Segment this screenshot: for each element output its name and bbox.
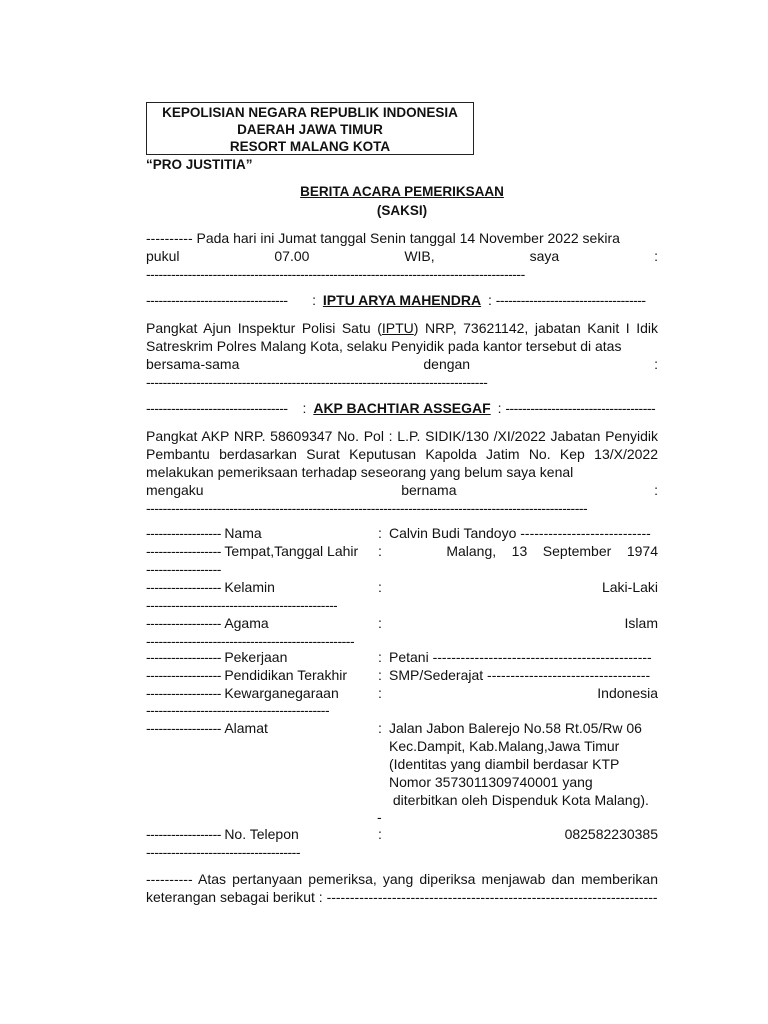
dash-fill-left: ---------------------------------- (146, 400, 288, 416)
address-line: Kec.Dampit, Kab.Malang,Jawa Timur (389, 738, 620, 754)
row-colon: : (378, 525, 382, 541)
nationality-label: Kewarganegaraan (224, 685, 339, 701)
row-label (146, 578, 378, 596)
officer-2-dash-line: ---------------------------------------------------------------------------------------------------------- (146, 500, 588, 516)
row-colon: : (378, 667, 382, 683)
education-value: SMP/Sederajat ----------------------------------- (389, 667, 651, 683)
header-line-1: KEPOLISIAN NEGARA REPUBLIK INDONESIA (162, 105, 458, 120)
intro-line-1 (146, 229, 658, 247)
row-colon: : (378, 685, 382, 701)
officer-2-desc-last-line (146, 481, 658, 499)
intro-dash-line: ------------------------------------------------------------------------------------------- (146, 266, 525, 282)
row-prefix: ------------------ (146, 615, 225, 631)
birth-value: Malang, 13 September 1974 (446, 543, 658, 559)
phone-tail: ------------------------------------- (146, 844, 300, 860)
education-label: Pendidikan Terakhir (224, 667, 348, 683)
officer-2-desc-text: Pangkat AKP NRP. 58609347 No. Pol : L.P. SIDIK/130 /XI/2022 Jabatan Penyidik Pembantu berdasarkan Surat Keputusan Kapolda Jatim No. Kep 13/X/2022 melakukan pemeriksaan terhadap seseorang yang belum saya kenal (146, 428, 658, 480)
intro-word: saya (529, 248, 560, 264)
address-line: diterbitkan oleh Dispenduk Kota Malang). (389, 792, 649, 808)
row-label (146, 825, 378, 843)
row-colon: : (378, 720, 382, 736)
job-label: Pekerjaan (224, 649, 288, 665)
identity-row-job (146, 648, 658, 666)
header-line-2: DAERAH JAWA TIMUR (237, 122, 383, 137)
birth-label: Tempat,Tanggal Lahir (224, 543, 359, 559)
identity-row-nationality (146, 684, 658, 702)
identity-row-education (146, 666, 658, 684)
birth-tail: ------------------ (146, 561, 221, 577)
row-prefix: ------------------ (146, 649, 225, 665)
separator: : (298, 400, 311, 416)
row-prefix: ------------------ (146, 579, 225, 595)
intro-word: WIB, (404, 248, 435, 264)
dash-fill-right: ------------------------------------ (505, 400, 656, 416)
row-label (146, 684, 378, 702)
document-title (146, 184, 658, 199)
row-prefix: ------------------ (146, 720, 225, 736)
address-dash: - (377, 809, 382, 825)
row-colon: : (378, 579, 382, 595)
sex-value: Laki-Laki (601, 579, 658, 595)
document-subtitle: (SAKSI) (376, 203, 428, 218)
document-title-text: BERITA ACARA PEMERIKSAAN (300, 184, 504, 199)
officer-1-dash-line: ---------------------------------------------------------------------------------- (146, 374, 488, 390)
closing-paragraph: ---------- Atas pertanyaan pemeriksa, yang diperiksa menjawab dan memberikan keterangan sebagai berikut : ----------------------------------------------------------------------- (146, 871, 658, 905)
row-label (146, 542, 378, 560)
row-colon: : (378, 615, 382, 631)
separator: : (484, 292, 496, 308)
pro-justitia: “PRO JUSTITIA” (146, 157, 253, 172)
row-label (146, 719, 378, 737)
identity-row-phone (146, 825, 658, 843)
address-value (389, 719, 661, 809)
officer-2-line (146, 399, 658, 417)
officer-1-desc-a: Pangkat Ajun Inspektur Polisi Satu ( (146, 320, 382, 336)
row-colon: : (378, 543, 382, 559)
identity-row-birth (146, 542, 658, 560)
institution-header (146, 102, 474, 155)
officer-1-description (146, 319, 658, 391)
row-colon: : (378, 826, 382, 842)
address-label: Alamat (224, 720, 268, 736)
intro-word: : (654, 248, 658, 264)
phone-value: 082582230385 (564, 826, 658, 842)
intro-word: pukul (146, 248, 180, 264)
sex-label: Kelamin (224, 579, 275, 595)
sex-tail: ---------------------------------------------- (146, 597, 338, 613)
header-line-3: RESORT MALANG KOTA (229, 139, 391, 154)
officer-1-rank-abbr: IPTU (381, 320, 414, 336)
row-prefix: ------------------ (146, 826, 225, 842)
desc-word: : (654, 356, 658, 372)
officer-1-desc-last-line (146, 355, 658, 373)
desc-word: dengan (423, 356, 471, 372)
separator: : (308, 292, 320, 308)
row-prefix: ------------------ (146, 667, 225, 683)
desc-word: bersama-sama (146, 356, 240, 372)
religion-label: Agama (224, 615, 269, 631)
intro-paragraph (146, 229, 658, 283)
dash-fill-right: ------------------------------------ (495, 292, 646, 308)
row-label (146, 666, 378, 684)
name-label: Nama (224, 525, 262, 541)
address-line: Nomor 3573011309740001 yang (389, 774, 593, 790)
intro-line-1-text: ---------- Pada hari ini Jumat tanggal Senin tanggal 14 November 2022 sekira (146, 230, 620, 246)
desc-word: : (654, 482, 658, 498)
row-prefix: ------------------ (146, 543, 225, 559)
identity-row-name (146, 524, 658, 542)
officer-2-description (146, 427, 658, 517)
job-value: Petani ----------------------------------------------- (389, 649, 652, 665)
nationality-value: Indonesia (597, 685, 658, 701)
intro-line-2 (146, 247, 658, 265)
dash-fill-left: ---------------------------------- (146, 292, 288, 308)
row-label (146, 614, 378, 632)
officer-1-desc-b: ) NRP, 73621142, jabatan Kanit I Idik Satreskrim Polres Malang Kota, selaku Penyidik pada kantor tersebut di atas (146, 320, 658, 354)
address-line: Jalan Jabon Balerejo No.58 Rt.05/Rw 06 (389, 720, 642, 736)
identity-row-sex (146, 578, 658, 596)
name-value: Calvin Budi Tandoyo ---------------------------- (389, 525, 651, 541)
intro-word: 07.00 (274, 248, 310, 264)
address-line: (Identitas yang diambil berdasar KTP (389, 756, 620, 772)
religion-value: Islam (624, 615, 658, 631)
row-colon: : (378, 649, 382, 665)
row-prefix: ------------------ (146, 685, 225, 701)
row-label (146, 524, 378, 542)
officer-1-line (146, 291, 658, 309)
desc-word: bernama (401, 482, 457, 498)
identity-row-religion (146, 614, 658, 632)
phone-label: No. Telepon (224, 826, 299, 842)
nationality-tail: -------------------------------------------- (146, 702, 330, 718)
row-label (146, 648, 378, 666)
desc-word: mengaku (146, 482, 204, 498)
officer-1-name: IPTU ARYA MAHENDRA (322, 292, 482, 308)
row-prefix: ------------------ (146, 525, 225, 541)
separator: : (493, 400, 506, 416)
officer-2-name: AKP BACHTIAR ASSEGAF (313, 400, 491, 416)
religion-tail: -------------------------------------------------- (146, 633, 355, 649)
